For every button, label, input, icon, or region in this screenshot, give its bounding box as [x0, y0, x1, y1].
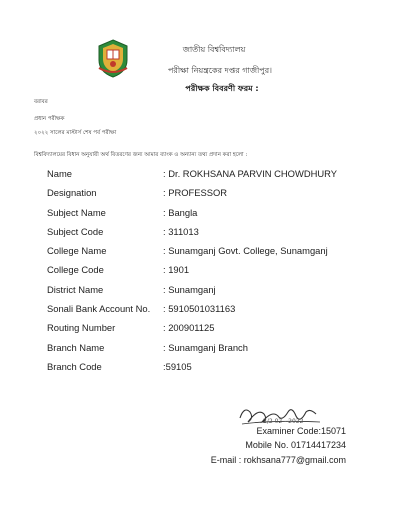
exam-line: ২০২২ সালের মাস্টার্স শেষ পর্ব পরীক্ষা	[34, 130, 117, 136]
intro-line: বিশ্ববিদ্যালয়ের বিধান অনুযায়ী অর্থ বিতরণের জন্য আমার ব্যাংক ও অন্যান্য তথ্য প্রদান করা হলো :	[34, 152, 248, 158]
signature-date: 2/2 02 - 2022	[263, 418, 304, 425]
field-label: Branch Name	[47, 341, 105, 353]
field-value: : 1901	[163, 264, 190, 276]
examiner-code: Examiner Code:15071	[256, 426, 346, 436]
field-value: : PROFESSOR	[163, 187, 228, 199]
field-value: : 5910501031163	[163, 303, 236, 315]
form-title: পরীক্ষক বিবরণী ফরম :	[185, 84, 259, 93]
email-address: E-mail : rokhsana777@gmail.com	[210, 455, 346, 465]
field-label: Routing Number	[47, 322, 116, 334]
field-value: : 200901125	[163, 322, 215, 334]
recipient-line: প্রধান পরীক্ষক	[34, 116, 65, 122]
field-value: :59105	[163, 360, 192, 372]
field-value: : Bangla	[163, 206, 198, 218]
field-label: College Name	[47, 245, 107, 257]
field-label: Branch Code	[47, 360, 102, 372]
field-label: Subject Code	[47, 225, 104, 237]
field-label: Sonali Bank Account No.	[47, 303, 151, 315]
field-value: : Dr. ROKHSANA PARVIN CHOWDHURY	[163, 168, 337, 179]
field-value: : Sunamganj Branch	[163, 341, 248, 353]
field-value: : Sunamganj Govt. College, Sunamganj	[163, 245, 328, 257]
university-name: জাতীয় বিশ্ববিদ্যালয়	[182, 45, 246, 54]
field-label: College Code	[47, 264, 104, 276]
office-name: পরীক্ষা নিয়ন্ত্রকের দপ্তর গাজীপুর।	[168, 66, 272, 75]
field-value: : 311013	[163, 225, 199, 237]
field-label: Name	[47, 168, 73, 179]
field-value: : Sunamganj	[163, 283, 216, 295]
mobile-number: Mobile No. 01714417234	[245, 440, 346, 450]
field-label: Designation	[47, 187, 97, 199]
field-label: District Name	[47, 283, 104, 295]
addressee-line: বরাবর	[34, 99, 48, 105]
field-label: Subject Name	[47, 206, 106, 218]
